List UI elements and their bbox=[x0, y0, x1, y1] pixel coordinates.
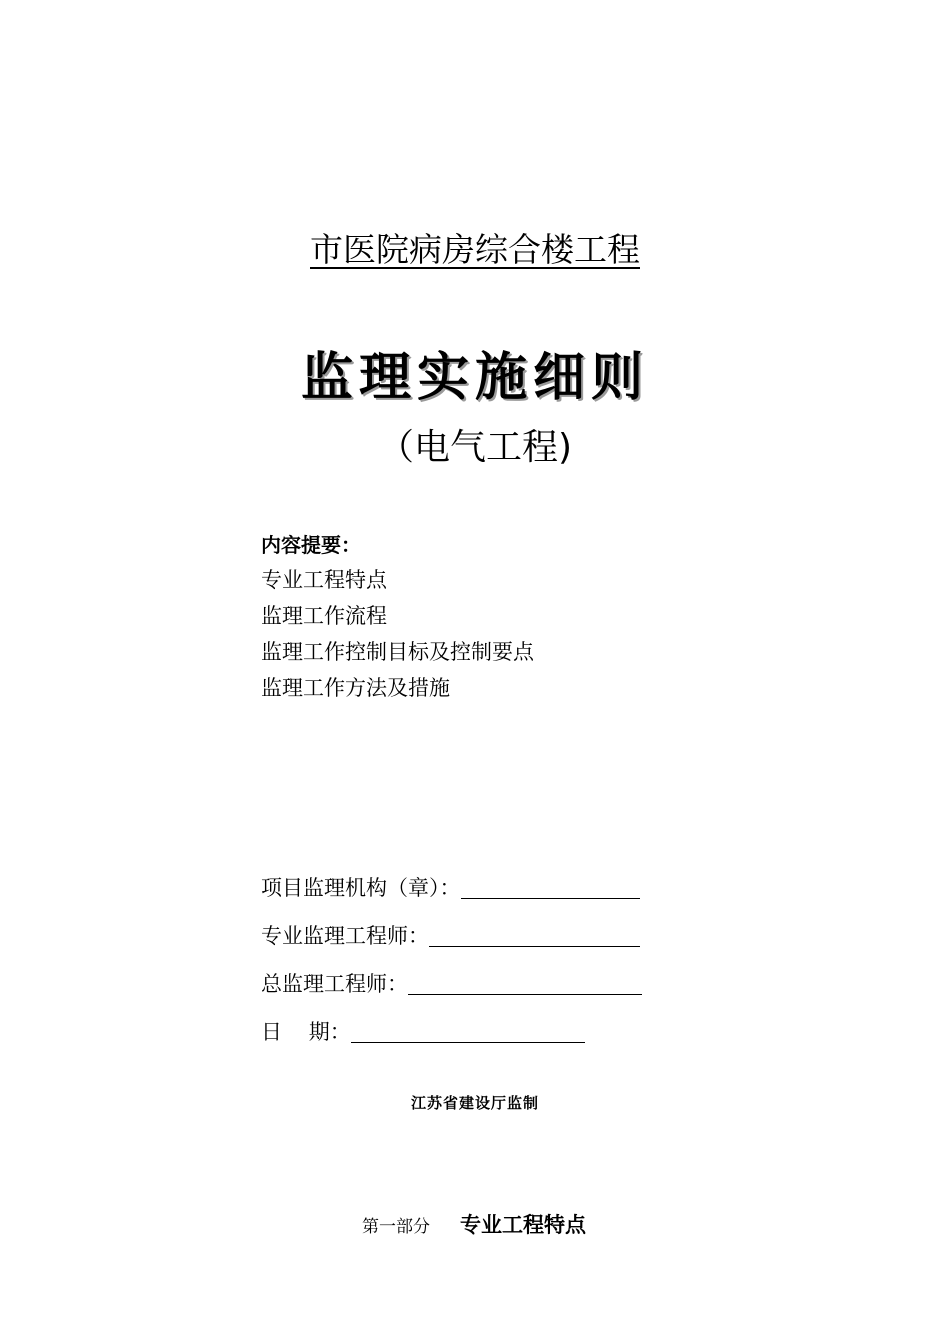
part-heading bbox=[362, 1210, 586, 1242]
issuer-footer: 江苏省建设厅监制 bbox=[410, 1094, 539, 1112]
chief-engineer-label: 总监理工程师： bbox=[261, 972, 408, 996]
project-title-text: 市医院病房综合楼工程 bbox=[310, 230, 640, 269]
signature-section bbox=[261, 855, 661, 1047]
signature-row-engineer bbox=[261, 903, 661, 951]
signature-row-date bbox=[261, 999, 661, 1047]
summary-item: 监理工作流程 bbox=[261, 604, 387, 628]
signature-row-org bbox=[261, 855, 661, 903]
engineer-label: 专业监理工程师： bbox=[261, 924, 429, 948]
project-title bbox=[0, 230, 950, 270]
main-title: 监理实施细则 bbox=[300, 348, 649, 408]
summary-section bbox=[261, 530, 761, 706]
part-title: 专业工程特点 bbox=[460, 1213, 586, 1237]
summary-heading: 内容提要： bbox=[261, 533, 361, 557]
engineer-blank-line bbox=[429, 920, 640, 947]
sub-title: （电气工程) bbox=[377, 427, 573, 468]
org-seal-blank-line bbox=[461, 872, 640, 899]
summary-item: 监理工作控制目标及控制要点 bbox=[261, 640, 534, 664]
summary-item: 专业工程特点 bbox=[261, 568, 387, 592]
org-seal-label: 项目监理机构（章）： bbox=[261, 876, 461, 900]
summary-item: 监理工作方法及措施 bbox=[261, 676, 450, 700]
date-label: 日 期： bbox=[261, 1020, 351, 1044]
chief-engineer-blank-line bbox=[408, 968, 642, 995]
part-number: 第一部分 bbox=[362, 1217, 430, 1237]
date-blank-line bbox=[351, 1016, 585, 1043]
signature-row-chief bbox=[261, 951, 661, 999]
